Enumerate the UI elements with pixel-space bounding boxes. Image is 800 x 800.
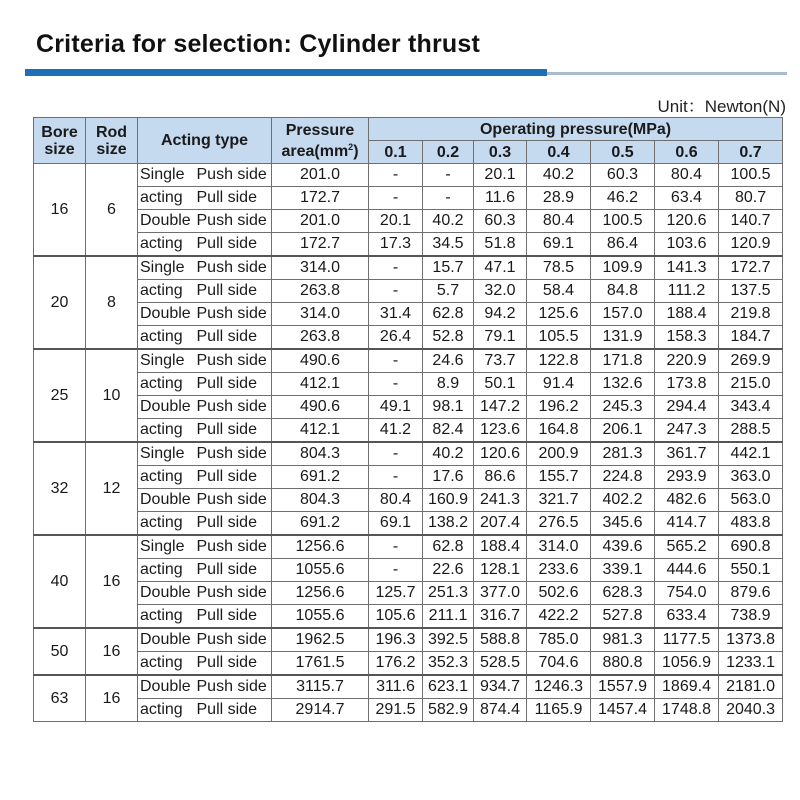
thrust-value-cell: 439.6: [591, 535, 655, 559]
thrust-value-cell: 874.4: [474, 699, 527, 722]
pressure-area-cell: 1256.6: [272, 582, 369, 605]
cylinder-thrust-table: [33, 117, 783, 722]
thrust-value-cell: 200.9: [527, 442, 591, 466]
table-row: [34, 373, 783, 396]
thrust-value-cell: 442.1: [719, 442, 783, 466]
table-row: [34, 652, 783, 676]
thrust-value-cell: 141.3: [655, 256, 719, 280]
thrust-value-cell: 444.6: [655, 559, 719, 582]
thrust-value-cell: -: [369, 280, 423, 303]
header-operating-pressure: Operating pressure(MPa): [369, 118, 783, 141]
acting-type-cell: Double: [138, 303, 194, 326]
thrust-value-cell: 704.6: [527, 652, 591, 676]
thrust-value-cell: 98.1: [423, 396, 474, 419]
thrust-value-cell: -: [369, 187, 423, 210]
thrust-value-cell: 738.9: [719, 605, 783, 629]
thrust-value-cell: 69.1: [527, 233, 591, 257]
thrust-value-cell: 69.1: [369, 512, 423, 536]
thrust-value-cell: 80.4: [655, 164, 719, 187]
thrust-value-cell: 207.4: [474, 512, 527, 536]
thrust-value-cell: 32.0: [474, 280, 527, 303]
table-row: [34, 303, 783, 326]
thrust-value-cell: 1748.8: [655, 699, 719, 722]
header-pressure-area-line1: Pressure: [285, 121, 355, 139]
acting-type-cell: Double: [138, 582, 194, 605]
thrust-value-cell: 58.4: [527, 280, 591, 303]
thrust-value-cell: 84.8: [591, 280, 655, 303]
thrust-value-cell: 11.6: [474, 187, 527, 210]
thrust-value-cell: 321.7: [527, 489, 591, 512]
thrust-value-cell: 1177.5: [655, 628, 719, 652]
rod-size-cell: 8: [86, 256, 138, 349]
table-row: [34, 675, 783, 699]
thrust-value-cell: 17.6: [423, 466, 474, 489]
thrust-value-cell: 363.0: [719, 466, 783, 489]
unit-label: Unit：Newton(N): [657, 97, 786, 116]
thrust-value-cell: 188.4: [655, 303, 719, 326]
thrust-value-cell: 754.0: [655, 582, 719, 605]
bore-size-cell: 25: [34, 349, 86, 442]
thrust-value-cell: 483.8: [719, 512, 783, 536]
thrust-value-cell: 52.8: [423, 326, 474, 350]
thrust-value-cell: 184.7: [719, 326, 783, 350]
thrust-value-cell: 206.1: [591, 419, 655, 443]
thrust-value-cell: 51.8: [474, 233, 527, 257]
side-cell: Pull side: [194, 652, 272, 676]
pressure-area-cell: 314.0: [272, 303, 369, 326]
header-pressure-0.1: 0.1: [369, 141, 423, 164]
thrust-value-cell: 131.9: [591, 326, 655, 350]
thrust-value-cell: 158.3: [655, 326, 719, 350]
pressure-area-cell: 2914.7: [272, 699, 369, 722]
acting-type-cell: acting: [138, 559, 194, 582]
pressure-area-cell: 314.0: [272, 256, 369, 280]
thrust-value-cell: 314.0: [527, 535, 591, 559]
table-row: [34, 512, 783, 536]
side-cell: Pull side: [194, 233, 272, 257]
pressure-area-cell: 3115.7: [272, 675, 369, 699]
thrust-value-cell: 91.4: [527, 373, 591, 396]
thrust-value-cell: 164.8: [527, 419, 591, 443]
thrust-value-cell: 276.5: [527, 512, 591, 536]
acting-type-cell: acting: [138, 419, 194, 443]
thrust-value-cell: 1373.8: [719, 628, 783, 652]
page-title: Criteria for selection: Cylinder thrust: [36, 30, 480, 58]
thrust-value-cell: 934.7: [474, 675, 527, 699]
thrust-value-cell: 80.4: [527, 210, 591, 233]
thrust-value-cell: 26.4: [369, 326, 423, 350]
acting-type-cell: acting: [138, 466, 194, 489]
thrust-value-cell: 339.1: [591, 559, 655, 582]
acting-type-cell: acting: [138, 187, 194, 210]
thrust-value-cell: 377.0: [474, 582, 527, 605]
thrust-value-cell: 34.5: [423, 233, 474, 257]
header-pressure-0.4: 0.4: [527, 141, 591, 164]
table-row: [34, 210, 783, 233]
thrust-value-cell: 343.4: [719, 396, 783, 419]
thrust-value-cell: 527.8: [591, 605, 655, 629]
acting-type-cell: Double: [138, 210, 194, 233]
thrust-value-cell: 40.2: [527, 164, 591, 187]
header-pressure-area-sup: 2: [348, 141, 354, 152]
thrust-value-cell: 105.5: [527, 326, 591, 350]
bore-size-cell: 16: [34, 164, 86, 257]
table-row: [34, 256, 783, 280]
thrust-value-cell: 15.7: [423, 256, 474, 280]
thrust-value-cell: 171.8: [591, 349, 655, 373]
side-cell: Push side: [194, 256, 272, 280]
pressure-area-cell: 263.8: [272, 326, 369, 350]
header-rod-size: Rod size: [86, 118, 138, 164]
pressure-area-cell: 1256.6: [272, 535, 369, 559]
table-row: [34, 280, 783, 303]
thrust-value-cell: 147.2: [474, 396, 527, 419]
side-cell: Push side: [194, 210, 272, 233]
rod-size-cell: 12: [86, 442, 138, 535]
thrust-value-cell: 172.7: [719, 256, 783, 280]
thrust-value-cell: 28.9: [527, 187, 591, 210]
acting-type-cell: Single: [138, 535, 194, 559]
thrust-value-cell: 196.2: [527, 396, 591, 419]
thrust-value-cell: 211.1: [423, 605, 474, 629]
table-row: [34, 419, 783, 443]
pressure-area-cell: 201.0: [272, 210, 369, 233]
thrust-value-cell: 316.7: [474, 605, 527, 629]
thrust-value-cell: -: [423, 164, 474, 187]
thrust-value-cell: 1165.9: [527, 699, 591, 722]
thrust-value-cell: -: [369, 164, 423, 187]
thrust-value-cell: 188.4: [474, 535, 527, 559]
acting-type-cell: Double: [138, 628, 194, 652]
thrust-value-cell: 5.7: [423, 280, 474, 303]
thrust-value-cell: 40.2: [423, 442, 474, 466]
table-row: [34, 326, 783, 350]
thrust-value-cell: 1246.3: [527, 675, 591, 699]
bore-size-cell: 20: [34, 256, 86, 349]
acting-type-cell: acting: [138, 699, 194, 722]
table-row: [34, 349, 783, 373]
side-cell: Pull side: [194, 326, 272, 350]
side-cell: Push side: [194, 396, 272, 419]
header-pressure-area-line2: area(mm: [281, 142, 349, 160]
table-row: [34, 442, 783, 466]
thrust-value-cell: 269.9: [719, 349, 783, 373]
thrust-value-cell: 120.6: [655, 210, 719, 233]
thrust-value-cell: 120.9: [719, 233, 783, 257]
thrust-value-cell: 528.5: [474, 652, 527, 676]
thrust-value-cell: 414.7: [655, 512, 719, 536]
thrust-value-cell: 241.3: [474, 489, 527, 512]
acting-type-cell: Single: [138, 164, 194, 187]
thrust-value-cell: 17.3: [369, 233, 423, 257]
thrust-value-cell: 482.6: [655, 489, 719, 512]
thrust-value-cell: 352.3: [423, 652, 474, 676]
header-pressure-0.2: 0.2: [423, 141, 474, 164]
side-cell: Pull side: [194, 559, 272, 582]
bore-size-cell: 63: [34, 675, 86, 722]
thrust-value-cell: 50.1: [474, 373, 527, 396]
thrust-value-cell: 62.8: [423, 535, 474, 559]
thrust-value-cell: 60.3: [591, 164, 655, 187]
table-row: [34, 582, 783, 605]
pressure-area-cell: 490.6: [272, 396, 369, 419]
pressure-area-cell: 201.0: [272, 164, 369, 187]
thrust-value-cell: 155.7: [527, 466, 591, 489]
thrust-value-cell: 160.9: [423, 489, 474, 512]
table-row: [34, 187, 783, 210]
thrust-value-cell: 105.6: [369, 605, 423, 629]
thrust-value-cell: 86.6: [474, 466, 527, 489]
table-row: [34, 699, 783, 722]
thrust-value-cell: 880.8: [591, 652, 655, 676]
table-row: [34, 164, 783, 187]
thrust-value-cell: -: [369, 256, 423, 280]
thrust-value-cell: 1056.9: [655, 652, 719, 676]
table-row: [34, 396, 783, 419]
acting-type-cell: Double: [138, 396, 194, 419]
thrust-value-cell: 94.2: [474, 303, 527, 326]
pressure-area-cell: 1055.6: [272, 605, 369, 629]
thrust-value-cell: 588.8: [474, 628, 527, 652]
table-row: [34, 233, 783, 257]
thrust-value-cell: 224.8: [591, 466, 655, 489]
thrust-value-cell: 22.6: [423, 559, 474, 582]
acting-type-cell: acting: [138, 326, 194, 350]
thrust-value-cell: 86.4: [591, 233, 655, 257]
side-cell: Pull side: [194, 373, 272, 396]
thrust-value-cell: 563.0: [719, 489, 783, 512]
acting-type-cell: acting: [138, 373, 194, 396]
pressure-area-cell: 490.6: [272, 349, 369, 373]
thrust-value-cell: 132.6: [591, 373, 655, 396]
side-cell: Pull side: [194, 280, 272, 303]
thrust-value-cell: 233.6: [527, 559, 591, 582]
thrust-value-cell: 120.6: [474, 442, 527, 466]
thrust-value-cell: 565.2: [655, 535, 719, 559]
title-rule-line: [547, 72, 787, 75]
table-row: [34, 466, 783, 489]
thrust-value-cell: 879.6: [719, 582, 783, 605]
thrust-value-cell: 8.9: [423, 373, 474, 396]
thrust-value-cell: 49.1: [369, 396, 423, 419]
table-row: [34, 489, 783, 512]
thrust-value-cell: 157.0: [591, 303, 655, 326]
header-pressure-0.6: 0.6: [655, 141, 719, 164]
pressure-area-cell: 804.3: [272, 489, 369, 512]
thrust-value-cell: 245.3: [591, 396, 655, 419]
header-bore-size: Bore size: [34, 118, 86, 164]
thrust-value-cell: 215.0: [719, 373, 783, 396]
thrust-value-cell: 291.5: [369, 699, 423, 722]
thrust-value-cell: -: [369, 442, 423, 466]
thrust-value-cell: 125.6: [527, 303, 591, 326]
acting-type-cell: Single: [138, 442, 194, 466]
thrust-value-cell: 502.6: [527, 582, 591, 605]
thrust-value-cell: 294.4: [655, 396, 719, 419]
thrust-value-cell: 138.2: [423, 512, 474, 536]
thrust-value-cell: 173.8: [655, 373, 719, 396]
thrust-value-cell: 220.9: [655, 349, 719, 373]
thrust-value-cell: 785.0: [527, 628, 591, 652]
thrust-value-cell: -: [423, 187, 474, 210]
rod-size-cell: 16: [86, 535, 138, 628]
thrust-value-cell: 41.2: [369, 419, 423, 443]
thrust-value-cell: 20.1: [369, 210, 423, 233]
side-cell: Push side: [194, 582, 272, 605]
acting-type-cell: acting: [138, 512, 194, 536]
acting-type-cell: acting: [138, 605, 194, 629]
side-cell: Push side: [194, 628, 272, 652]
acting-type-cell: acting: [138, 280, 194, 303]
title-accent-bar: [25, 69, 547, 76]
thrust-value-cell: -: [369, 349, 423, 373]
thrust-value-cell: 103.6: [655, 233, 719, 257]
header-acting-type: Acting type: [138, 118, 272, 164]
thrust-value-cell: -: [369, 373, 423, 396]
acting-type-cell: Single: [138, 349, 194, 373]
side-cell: Pull side: [194, 605, 272, 629]
side-cell: Pull side: [194, 466, 272, 489]
thrust-value-cell: 422.2: [527, 605, 591, 629]
pressure-area-cell: 172.7: [272, 233, 369, 257]
thrust-value-cell: 125.7: [369, 582, 423, 605]
thrust-value-cell: 137.5: [719, 280, 783, 303]
header-pressure-area: [272, 118, 369, 164]
side-cell: Pull side: [194, 419, 272, 443]
thrust-value-cell: -: [369, 466, 423, 489]
thrust-value-cell: 345.6: [591, 512, 655, 536]
thrust-value-cell: 1457.4: [591, 699, 655, 722]
side-cell: Pull side: [194, 187, 272, 210]
pressure-area-cell: 804.3: [272, 442, 369, 466]
thrust-value-cell: 60.3: [474, 210, 527, 233]
side-cell: Push side: [194, 349, 272, 373]
thrust-value-cell: 1557.9: [591, 675, 655, 699]
thrust-value-cell: 31.4: [369, 303, 423, 326]
bore-size-cell: 40: [34, 535, 86, 628]
thrust-value-cell: 122.8: [527, 349, 591, 373]
side-cell: Pull side: [194, 512, 272, 536]
header-pressure-0.7: 0.7: [719, 141, 783, 164]
side-cell: Push side: [194, 535, 272, 559]
acting-type-cell: Double: [138, 489, 194, 512]
thrust-value-cell: 311.6: [369, 675, 423, 699]
thrust-value-cell: 293.9: [655, 466, 719, 489]
acting-type-cell: Double: [138, 675, 194, 699]
thrust-value-cell: 63.4: [655, 187, 719, 210]
header-pressure-area-close: ): [353, 142, 359, 160]
rod-size-cell: 16: [86, 628, 138, 675]
pressure-area-cell: 412.1: [272, 419, 369, 443]
thrust-value-cell: -: [369, 535, 423, 559]
pressure-area-cell: 263.8: [272, 280, 369, 303]
bore-size-cell: 32: [34, 442, 86, 535]
thrust-value-cell: 78.5: [527, 256, 591, 280]
table-row: [34, 628, 783, 652]
side-cell: Push side: [194, 442, 272, 466]
thrust-value-cell: 46.2: [591, 187, 655, 210]
thrust-value-cell: 550.1: [719, 559, 783, 582]
thrust-value-cell: 176.2: [369, 652, 423, 676]
thrust-value-cell: 62.8: [423, 303, 474, 326]
pressure-area-cell: 1962.5: [272, 628, 369, 652]
acting-type-cell: Single: [138, 256, 194, 280]
thrust-value-cell: 623.1: [423, 675, 474, 699]
pressure-area-cell: 412.1: [272, 373, 369, 396]
side-cell: Pull side: [194, 699, 272, 722]
thrust-value-cell: 2040.3: [719, 699, 783, 722]
rod-size-cell: 10: [86, 349, 138, 442]
thrust-value-cell: 628.3: [591, 582, 655, 605]
thrust-value-cell: 361.7: [655, 442, 719, 466]
pressure-area-cell: 691.2: [272, 512, 369, 536]
thrust-value-cell: 140.7: [719, 210, 783, 233]
thrust-value-cell: 2181.0: [719, 675, 783, 699]
thrust-value-cell: 219.8: [719, 303, 783, 326]
thrust-value-cell: 981.3: [591, 628, 655, 652]
thrust-value-cell: 196.3: [369, 628, 423, 652]
pressure-area-cell: 172.7: [272, 187, 369, 210]
thrust-value-cell: 247.3: [655, 419, 719, 443]
thrust-value-cell: 109.9: [591, 256, 655, 280]
bore-size-cell: 50: [34, 628, 86, 675]
header-pressure-0.3: 0.3: [474, 141, 527, 164]
header-pressure-0.5: 0.5: [591, 141, 655, 164]
thrust-value-cell: -: [369, 559, 423, 582]
thrust-value-cell: 1233.1: [719, 652, 783, 676]
thrust-value-cell: 690.8: [719, 535, 783, 559]
thrust-value-cell: 79.1: [474, 326, 527, 350]
thrust-value-cell: 392.5: [423, 628, 474, 652]
rod-size-cell: 16: [86, 675, 138, 722]
acting-type-cell: acting: [138, 233, 194, 257]
thrust-value-cell: 111.2: [655, 280, 719, 303]
side-cell: Push side: [194, 675, 272, 699]
thrust-value-cell: 100.5: [719, 164, 783, 187]
pressure-area-cell: 691.2: [272, 466, 369, 489]
thrust-value-cell: 582.9: [423, 699, 474, 722]
rod-size-cell: 6: [86, 164, 138, 257]
thrust-value-cell: 40.2: [423, 210, 474, 233]
thrust-value-cell: 73.7: [474, 349, 527, 373]
table-row: [34, 535, 783, 559]
thrust-value-cell: 20.1: [474, 164, 527, 187]
thrust-value-cell: 288.5: [719, 419, 783, 443]
thrust-value-cell: 123.6: [474, 419, 527, 443]
pressure-area-cell: 1055.6: [272, 559, 369, 582]
thrust-value-cell: 251.3: [423, 582, 474, 605]
side-cell: Push side: [194, 303, 272, 326]
thrust-value-cell: 24.6: [423, 349, 474, 373]
thrust-value-cell: 1869.4: [655, 675, 719, 699]
thrust-value-cell: 100.5: [591, 210, 655, 233]
thrust-value-cell: 80.4: [369, 489, 423, 512]
acting-type-cell: acting: [138, 652, 194, 676]
side-cell: Push side: [194, 164, 272, 187]
thrust-value-cell: 402.2: [591, 489, 655, 512]
side-cell: Push side: [194, 489, 272, 512]
thrust-value-cell: 82.4: [423, 419, 474, 443]
thrust-value-cell: 633.4: [655, 605, 719, 629]
thrust-value-cell: 281.3: [591, 442, 655, 466]
table-row: [34, 559, 783, 582]
thrust-value-cell: 128.1: [474, 559, 527, 582]
pressure-area-cell: 1761.5: [272, 652, 369, 676]
thrust-value-cell: 47.1: [474, 256, 527, 280]
thrust-value-cell: 80.7: [719, 187, 783, 210]
table-row: [34, 605, 783, 629]
